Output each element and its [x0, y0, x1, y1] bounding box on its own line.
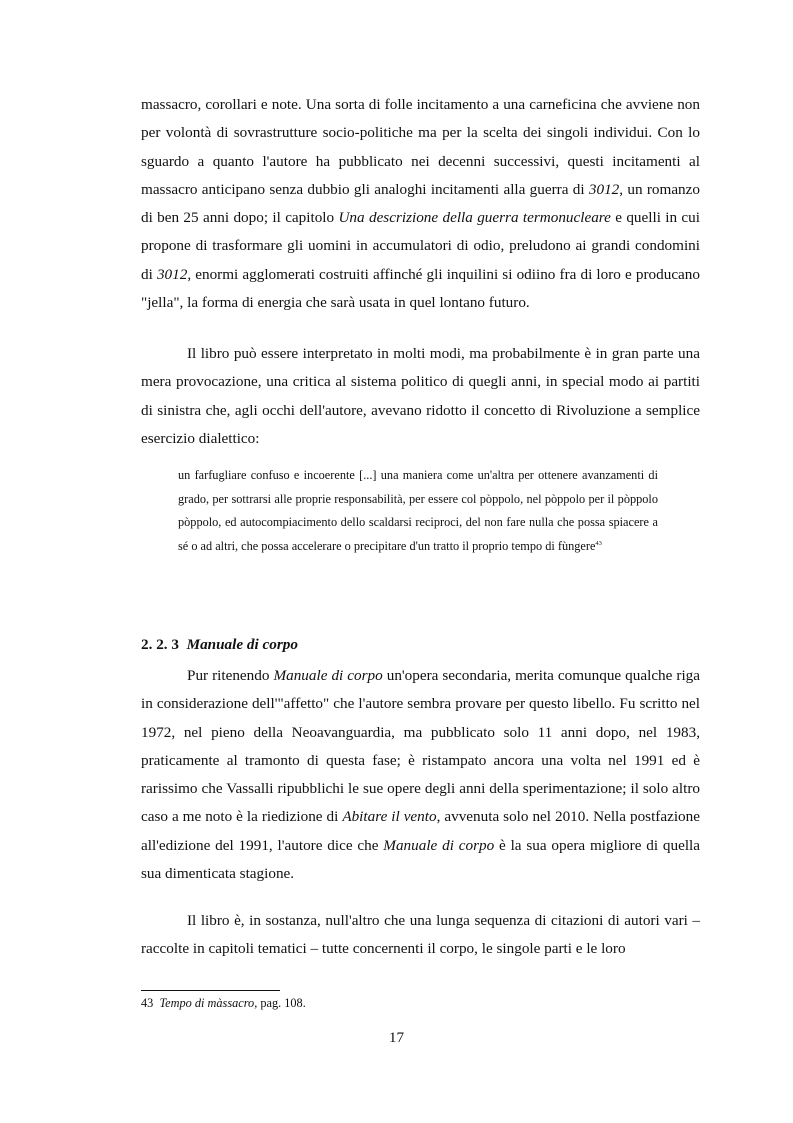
paragraph-1-text-b: , un romanzo di ben 25 anni dopo; il capitolo — [141, 180, 700, 227]
paragraph-3-text-a: Pur ritenendo — [187, 667, 274, 684]
footnote-reference[interactable]: 43 — [595, 540, 602, 548]
paragraph-4 — [141, 907, 700, 964]
footnote-separator — [141, 990, 280, 991]
section-number: 2. 2. 3 — [141, 636, 179, 653]
paragraph-3 — [141, 662, 700, 888]
title-3012-b: 3012 — [156, 265, 188, 283]
title-abitare-il-vento: Abitare il vento — [342, 808, 437, 826]
footnote — [141, 996, 306, 1011]
paragraph-2-text: Il libro può essere interpretato in molti modi, ma probabilmente è in gran parte una mera provocazione, una critica al sistema politico di quegli anni, in special modo ai partiti di sinistra che, agli occhi dell'autore, avevano ridotto il concetto di Rivoluzione a semplice esercizio dialettico: — [141, 345, 700, 447]
section-heading — [141, 636, 298, 654]
title-manuale-di-corpo-b: Manuale di corpo — [383, 836, 495, 854]
footnote-title: Tempo di màssacro — [159, 996, 255, 1010]
section-title: Manuale di corpo — [186, 636, 298, 653]
title-3012-a: 3012 — [588, 180, 620, 198]
paragraph-1-text-a: massacro, corollari e note. Una sorta di folle incitamento a una carneficina che avviene non per volontà di sovrastrutture socio-politiche ma per la scelta dei singoli individui. Con lo sguardo a quanto l'autore ha pubblicato nei decenni successivi, questi incitamenti al massacro anticipano senza dubbio gli analoghi incitamenti alla guerra di — [141, 96, 700, 198]
paragraph-3-text-d: è la sua opera migliore di quella sua dimenticata stagione. — [141, 836, 701, 883]
paragraph-1-text-c: e quelli in cui propone di trasformare gli uomini in accumulatori di odio, preludono ai grandi condomini di — [141, 209, 700, 283]
block-quote-text: un farfugliare confuso e incoerente [...] una maniera come un'altra per ottenere avanzamenti di grado, per sottrarsi alle proprie responsabilità, per essere col pòppolo, nel pòppolo per il pòppolo pòppolo, ed autocompiacimento dello scaldarsi reciproci, del non fare nulla che possa spiacere a sé o ad altri, che possa accelerare o precipitare d'un tratto il proprio tempo di fùngere — [178, 468, 658, 554]
title-manuale-di-corpo-a: Manuale di corpo — [273, 667, 383, 684]
footnote-number: 43 — [141, 996, 154, 1010]
footnote-text: , pag. 108. — [254, 996, 306, 1010]
block-quote — [178, 464, 658, 559]
page-number: 17 — [388, 1029, 405, 1046]
chapter-title-guerra-termonucleare: Una descrizione della guerra termonucleare — [338, 209, 611, 227]
paragraph-3-text-b: un'opera secondaria, merita comunque qualche riga in considerazione dell'"affetto" che l'autore sembra provare per questo libello. Fu scritto nel 1972, nel pieno della Neoavanguardia, ma pubblicato solo 11 anni dopo, nel 1983, praticamente al tramonto di questa fase; è ristampato ancora una volta nel 1991 ed è rarissimo che Vassalli ripubblichi le sue opere degli anni della sperimentazione; il solo altro caso a me noto è la riedizione di — [141, 667, 701, 826]
paragraph-1-text-d: , enormi agglomerati costruiti affinché gli inquilini si odiino fra di loro e producano "jella", la forma di energia che sarà usata in quel lontano futuro. — [141, 265, 700, 312]
paragraph-2 — [141, 340, 700, 453]
paragraph-3-text-c: , avvenuta solo nel 2010. Nella postfazione all'edizione del 1991, l'autore dice che — [141, 808, 700, 854]
paragraph-1 — [141, 91, 700, 317]
paragraph-4-text: Il libro è, in sostanza, null'altro che una lunga sequenza di citazioni di autori vari – raccolte in capitoli tematici – tutte concernenti il corpo, le singole parti e le loro — [141, 912, 700, 958]
